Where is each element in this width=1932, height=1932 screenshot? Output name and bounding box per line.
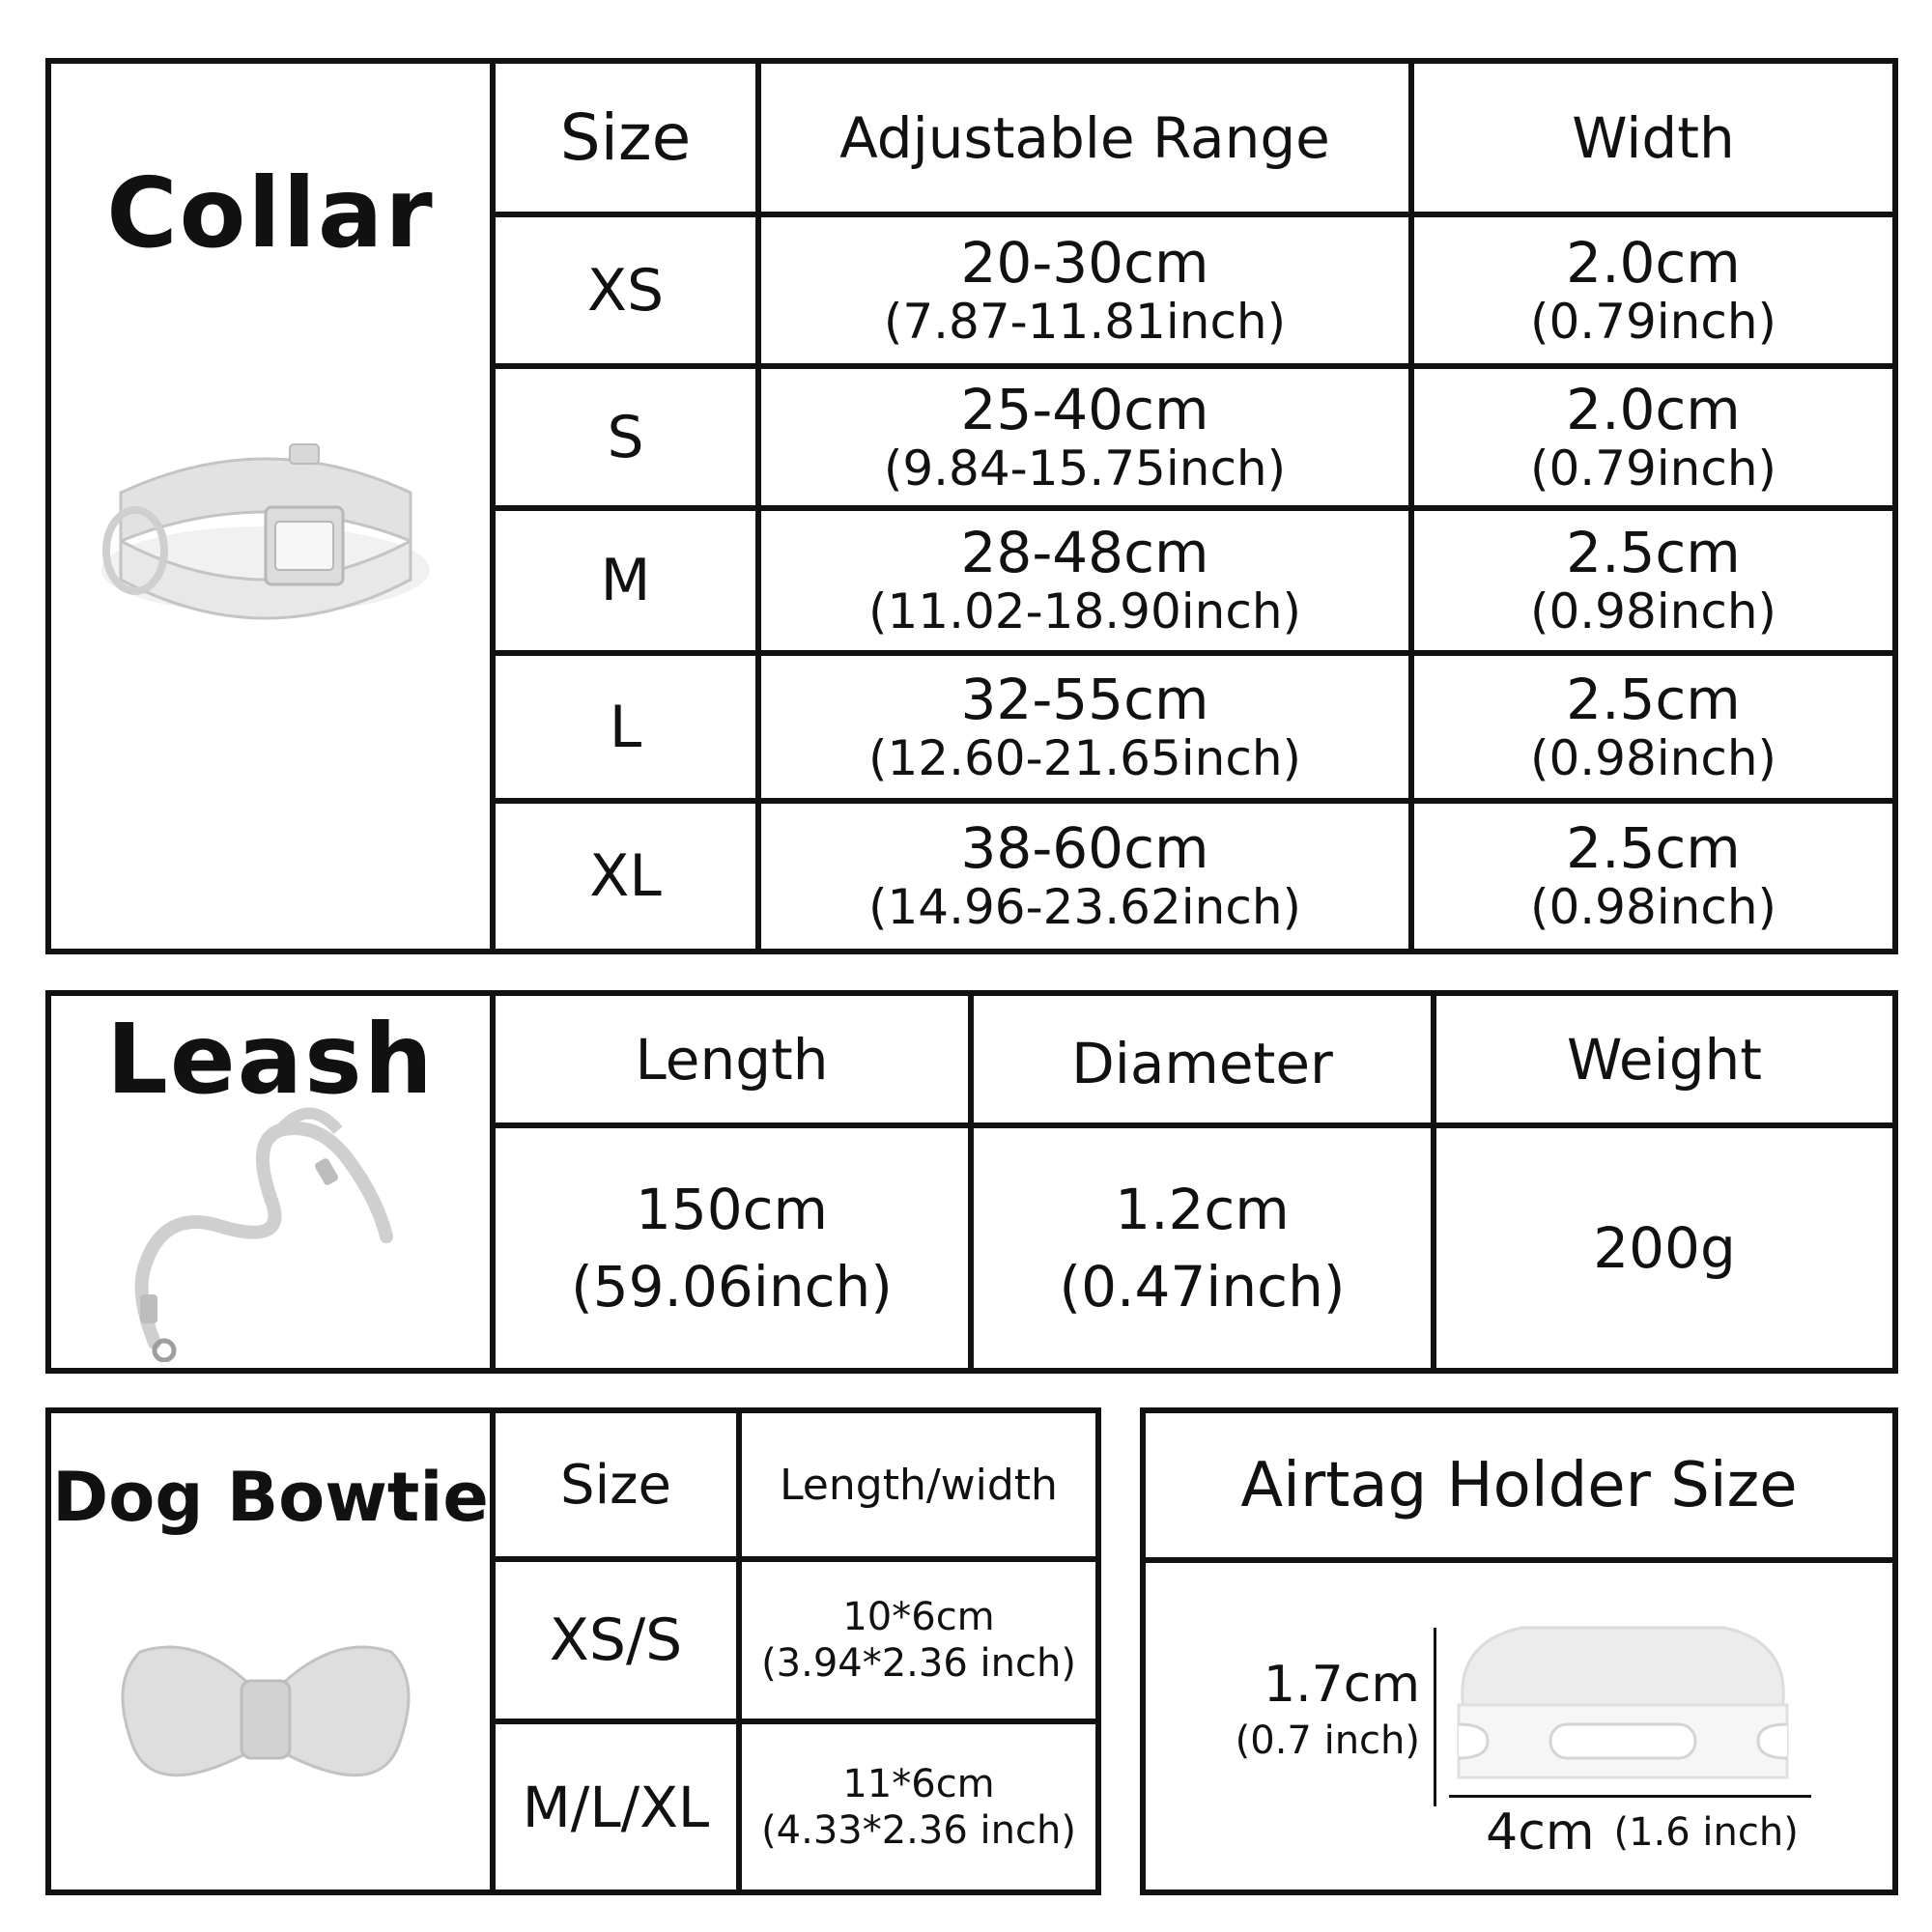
leash-diameter-value [974, 1128, 1431, 1368]
leash-length-value [496, 1128, 968, 1368]
leash-header-diameter: Diameter [1071, 1031, 1333, 1096]
airtag-width-inch: (1.6 inch) [1613, 1810, 1799, 1855]
collar-size-l: L [609, 693, 642, 761]
airtag-width-cm: 4cm [1486, 1804, 1595, 1861]
leash-diameter-cm: 1.2cm [1115, 1177, 1290, 1242]
width-cm: 2.0cm [1566, 376, 1741, 442]
airtag-width-line [1449, 1795, 1811, 1798]
range-cm: 32-55cm [960, 666, 1209, 732]
collar-width-xs [1414, 217, 1892, 363]
width-inch: (0.98inch) [1529, 583, 1777, 639]
bowtie-title: Dog Bowtie [52, 1458, 489, 1537]
leash-header-length: Length [635, 1026, 829, 1093]
bowtie-dim-cm: 11*6cm [842, 1761, 995, 1806]
range-cm: 25-40cm [960, 376, 1209, 442]
collar-range-m [761, 511, 1408, 650]
leash-weight-value: 200g [1593, 1215, 1736, 1281]
bowtie-dim-xs-s [742, 1562, 1095, 1719]
leash-length-cm: 150cm [635, 1177, 829, 1242]
range-inch: (11.02-18.90inch) [867, 583, 1302, 639]
collar-width-l [1414, 656, 1892, 798]
collar-range-s [761, 369, 1408, 505]
bowtie-dim-inch: (4.33*2.36 inch) [761, 1807, 1076, 1853]
width-cm: 2.5cm [1566, 815, 1741, 881]
collar-image [82, 415, 449, 628]
leash-title: Leash [106, 1002, 435, 1116]
collar-header-size: Size [559, 100, 692, 175]
leash-diameter-inch: (0.47inch) [1059, 1254, 1346, 1320]
collar-range-xl [761, 804, 1408, 949]
bowtie-size-xs-s: XS/S [549, 1606, 683, 1674]
airtag-height-label [1198, 1642, 1420, 1777]
collar-range-xs [761, 217, 1408, 363]
airtag-height-line [1434, 1628, 1436, 1806]
width-inch: (0.98inch) [1529, 879, 1777, 935]
airtag-row-divider [1140, 1557, 1898, 1563]
range-cm: 38-60cm [960, 815, 1209, 881]
bowtie-size-m-l-xl: M/L/XL [522, 1774, 710, 1840]
width-inch: (0.79inch) [1529, 293, 1777, 350]
collar-size-m: M [600, 547, 651, 614]
width-inch: (0.79inch) [1529, 440, 1777, 497]
collar-size-xl: XL [589, 842, 662, 910]
leash-image [116, 1101, 415, 1362]
width-cm: 2.5cm [1566, 520, 1741, 585]
range-inch: (14.96-23.62inch) [867, 879, 1302, 935]
collar-range-l [761, 656, 1408, 798]
leash-length-inch: (59.06inch) [571, 1254, 893, 1320]
bowtie-header-length-width: Length/width [780, 1460, 1058, 1510]
collar-width-s [1414, 369, 1892, 505]
collar-size-xs: XS [586, 256, 665, 325]
width-inch: (0.98inch) [1529, 729, 1777, 786]
width-cm: 2.0cm [1566, 229, 1741, 296]
collar-title: Collar [106, 156, 435, 270]
airtag-height-cm: 1.7cm [1264, 1656, 1420, 1714]
width-cm: 2.5cm [1566, 666, 1741, 732]
airtag-holder-image [1444, 1613, 1802, 1787]
collar-width-xl [1414, 804, 1892, 949]
bowtie-header-size: Size [560, 1453, 671, 1517]
airtag-height-inch: (0.7 inch) [1235, 1719, 1420, 1763]
range-cm: 28-48cm [960, 520, 1209, 585]
collar-header-range: Adjustable Range [839, 104, 1330, 171]
range-inch: (9.84-15.75inch) [883, 440, 1287, 497]
bowtie-dim-m-l-xl [742, 1724, 1095, 1889]
bowtie-dim-cm: 10*6cm [842, 1595, 995, 1639]
range-inch: (7.87-11.81inch) [883, 293, 1287, 350]
bowtie-image [111, 1623, 420, 1816]
collar-width-m [1414, 511, 1892, 650]
bowtie-dim-inch: (3.94*2.36 inch) [761, 1641, 1076, 1686]
collar-header-width: Width [1572, 104, 1735, 171]
collar-size-s: S [607, 403, 644, 471]
range-inch: (12.60-21.65inch) [867, 729, 1302, 786]
range-cm: 20-30cm [960, 229, 1209, 296]
airtag-title: Airtag Holder Size [1240, 1449, 1798, 1521]
leash-header-weight: Weight [1566, 1026, 1763, 1093]
airtag-width-label [1468, 1799, 1816, 1866]
